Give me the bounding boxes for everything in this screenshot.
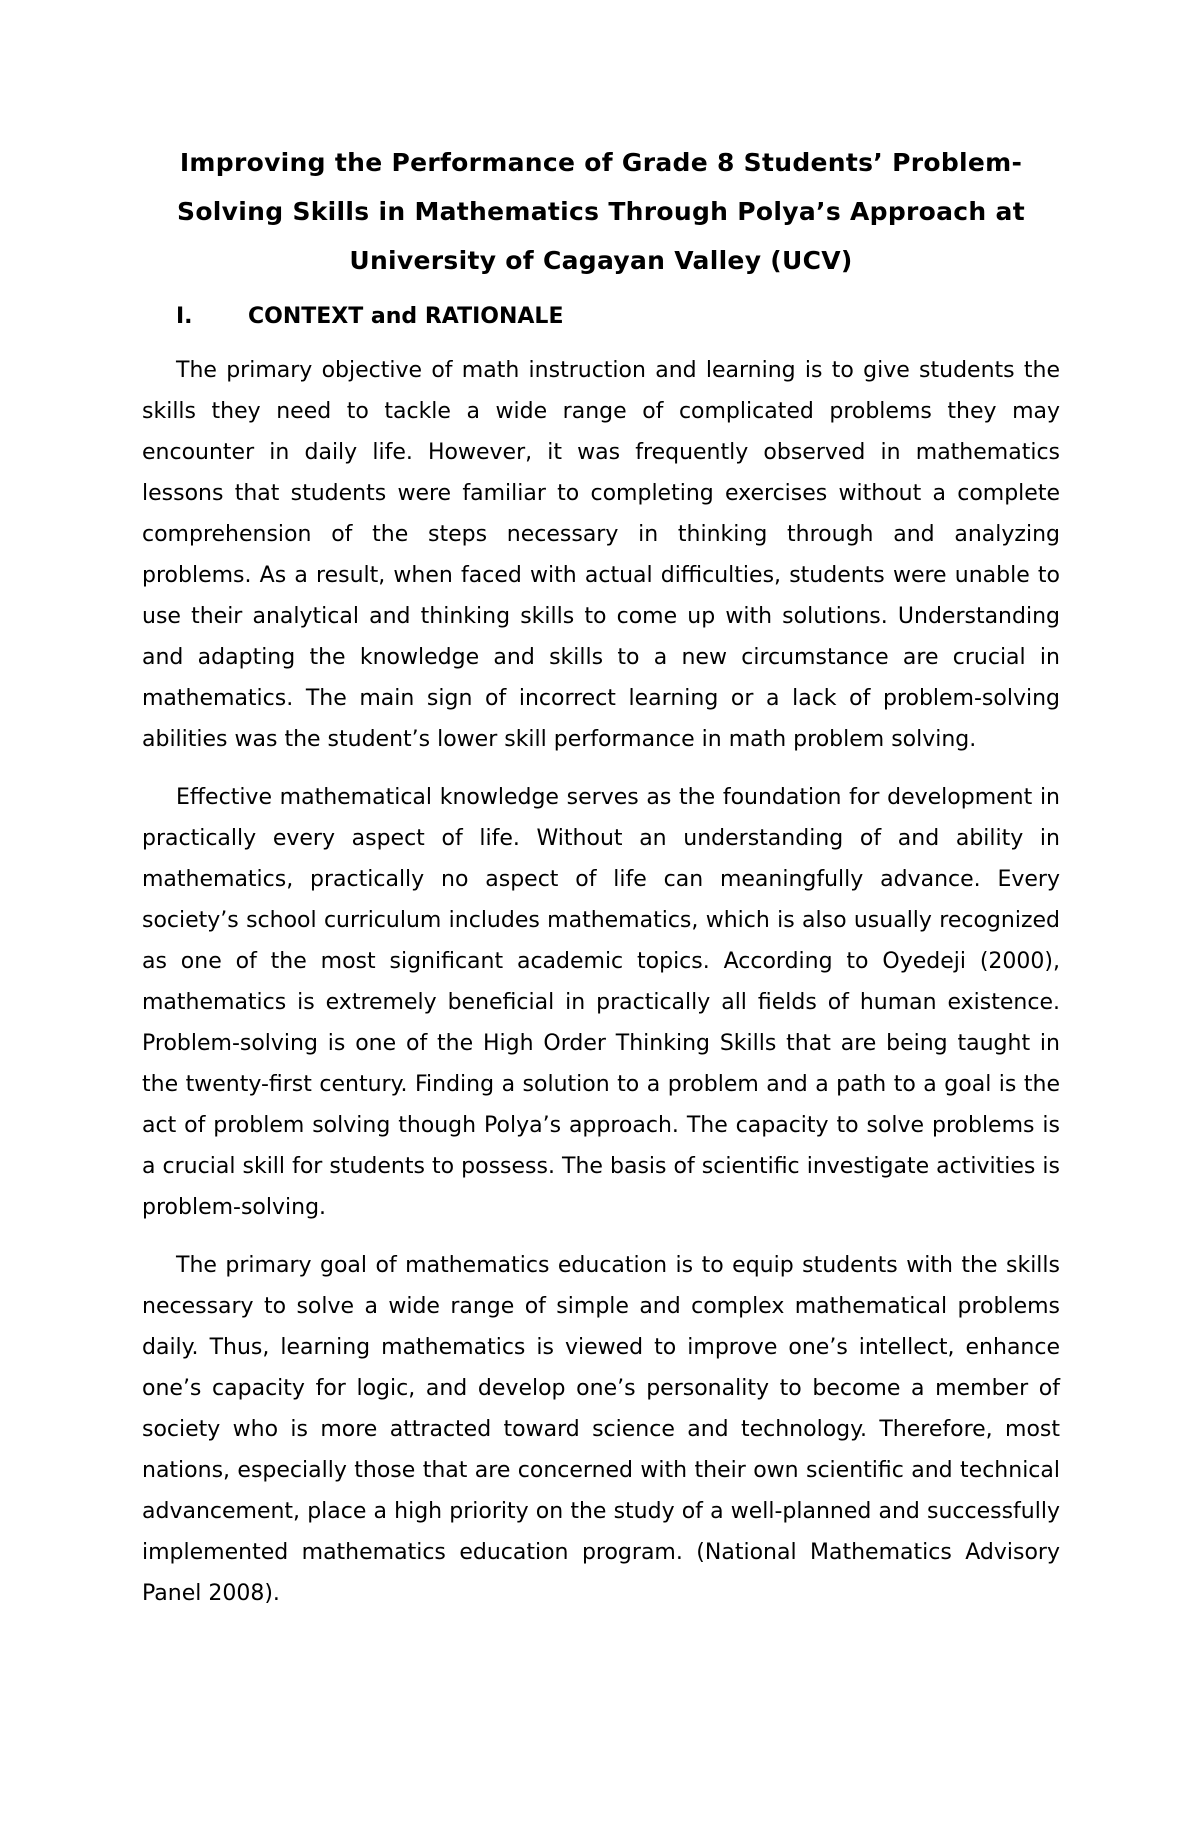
paragraph-3: The primary goal of mathematics education is to equip students with the skills necessary to solve a wide range of simple and complex mathematical problems daily. Thus, learning mathematics is viewed to improve one’s intellect, enhance one’s capacity for logic, and develop one’s personality to become a member of society who is more attracted toward science and technology. Therefore, most nations, especially those that are concerned with their own scientific and technical advancement, place a high priority on the study of a well-planned and successfully implemented mathematics education program. (National Mathematics Advisory Panel 2008). (142, 1253, 1060, 1606)
document-page (142, 138, 1060, 1614)
section-heading (142, 297, 1060, 337)
section-title: CONTEXT and RATIONALE (248, 304, 564, 329)
paragraph-2: Effective mathematical knowledge serves as the foundation for development in practically every aspect of life. Without an understanding of and ability in mathematics, practically no aspect of life can meaningfully advance. Every society’s school curriculum includes mathematics, which is also usually recognized as one of the most significant academic topics. According to Oyedeji (2000), mathematics is extremely beneficial in practically all fields of human existence. Problem-solving is one of the High Order Thinking Skills that are being taught in the twenty-first century. Finding a solution to a problem and a path to a goal is the act of problem solving though Polya’s approach. The capacity to solve problems is a crucial skill for students to possess. The basis of scientific investigate activities is problem-solving. (142, 785, 1060, 1220)
document-title: Improving the Performance of Grade 8 Students’ Problem-Solving Skills in Mathematics Through Polya’s Approach at University of Cagayan Valley (UCV) (177, 148, 1025, 275)
paragraph-1: The primary objective of math instruction and learning is to give students the skills they need to tackle a wide range of complicated problems they may encounter in daily life. However, it was frequently observed in mathematics lessons that students were familiar to completing exercises without a complete comprehension of the steps necessary in thinking through and analyzing problems. As a result, when faced with actual difficulties, students were unable to use their analytical and thinking skills to come up with solutions. Understanding and adapting the knowledge and skills to a new circumstance are crucial in mathematics. The main sign of incorrect learning or a lack of problem-solving abilities was the student’s lower skill performance in math problem solving. (142, 358, 1060, 752)
section-number: I. (176, 304, 193, 329)
